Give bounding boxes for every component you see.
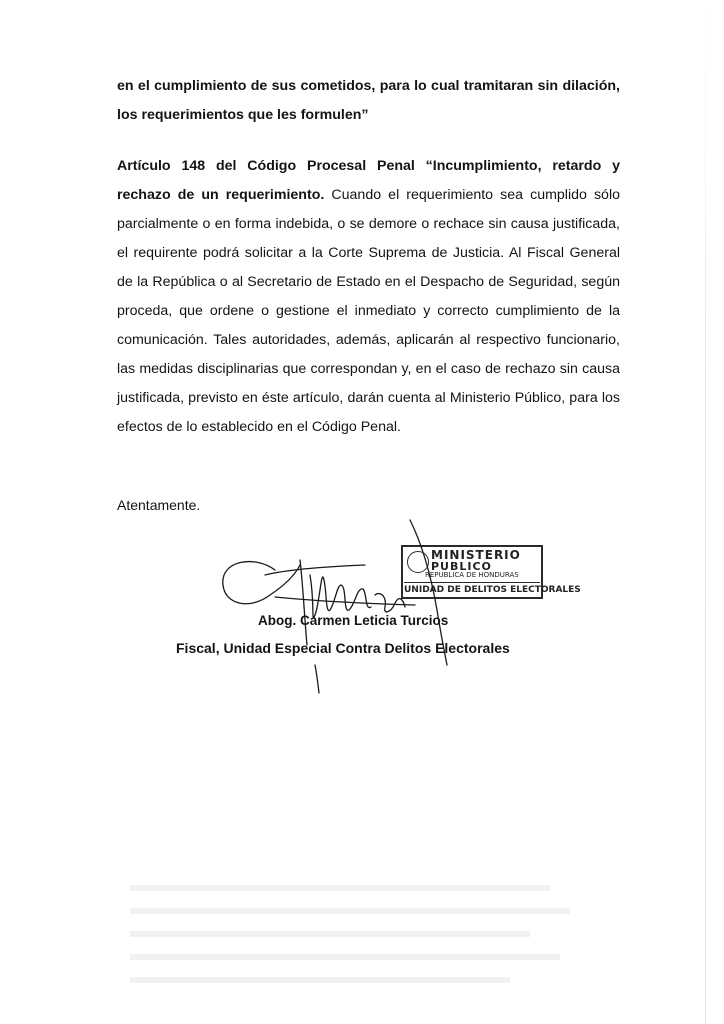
stamp-line-3: REPUBLICA DE HONDURAS bbox=[425, 571, 519, 579]
stamp-line-2: PUBLICO bbox=[431, 560, 492, 573]
paragraph-continuation: en el cumplimiento de sus cometidos, para lo cual tramitaran sin dilación, los requerimientos que les formulen” bbox=[117, 78, 620, 123]
signer-title: Fiscal, Unidad Especial Contra Delitos Electorales bbox=[176, 640, 510, 656]
closing-salutation: Atentamente. bbox=[117, 497, 201, 513]
page-scan-edge bbox=[705, 0, 706, 1024]
paragraph-article-148 bbox=[117, 152, 620, 442]
article-heading: Artículo 148 del Código Procesal Penal “Incumplimiento, retardo y rechazo de un requerimiento. bbox=[117, 158, 620, 203]
show-through-texture bbox=[130, 880, 590, 1000]
signer-name: Abog. Carmen Leticia Turcios bbox=[258, 613, 449, 628]
handwritten-signature bbox=[215, 515, 465, 695]
stamp-line-4: UNIDAD DE DELITOS ELECTORALES bbox=[404, 582, 540, 595]
article-body: Cuando el requerimiento sea cumplido sólo parcialmente o en forma indebida, o se demore o rechace sin causa justificada, el requirente podrá solicitar a la Corte Suprema de Justicia. Al Fiscal General de la República o al Secretario de Estado en el Despacho de Seguridad, según proceda, que ordene o gestione el inmediato y correcto cumplimiento de la comunicación. Tales autoridades, además, aplicarán al respectivo funcionario, las medidas disciplinarias que correspondan y, en el caso de rechazo sin causa justificada, previsto en éste artículo, darán cuenta al Ministerio Público, para los efectos de lo establecido en el Código Penal. bbox=[117, 187, 620, 435]
stamp-line-1: MINISTERIO bbox=[431, 548, 521, 562]
